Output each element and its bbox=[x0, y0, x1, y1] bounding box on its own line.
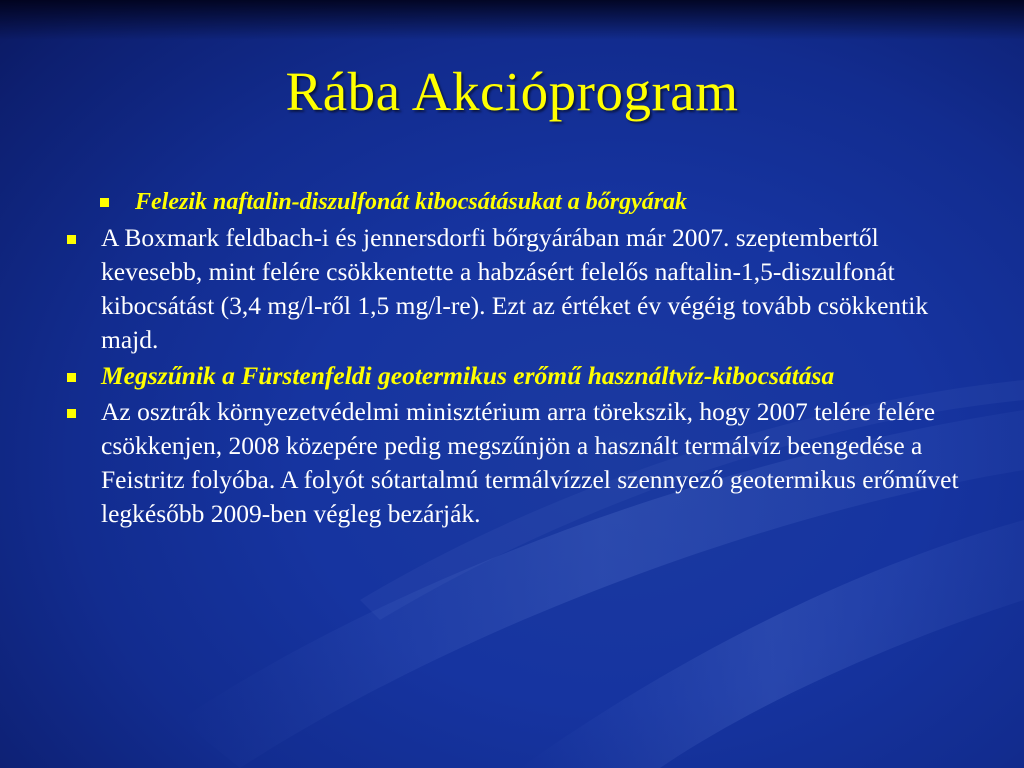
bullet-list bbox=[62, 184, 972, 533]
slide-title: Rába Akcióprogram bbox=[285, 61, 739, 122]
square-bullet-icon bbox=[100, 198, 109, 207]
bullet-item bbox=[62, 184, 972, 219]
bullet-item bbox=[62, 395, 972, 531]
bullet-item bbox=[62, 359, 972, 393]
bullet-text: A Boxmark feldbach-i és jennersdorfi bőrgyárában már 2007. szeptembertől kevesebb, mint felére csökkentette a habzásért felelős naftalin-1,5-diszulfonát kibocsátást (3,4 mg/l-ről 1,5 mg/l-re). Ezt az értéket év végéig tovább csökkentik majd. bbox=[101, 223, 929, 354]
square-bullet-icon bbox=[67, 373, 76, 382]
square-bullet-icon bbox=[67, 409, 76, 418]
square-bullet-icon bbox=[67, 235, 76, 244]
bullet-text: Felezik naftalin-diszulfonát kibocsátásukat a bőrgyárak bbox=[135, 189, 688, 215]
bullet-item bbox=[62, 221, 972, 357]
bullet-text: Megszűnik a Fürstenfeldi geotermikus erőmű használtvíz-kibocsátása bbox=[101, 361, 835, 390]
bullet-text: Az osztrák környezetvédelmi minisztérium arra törekszik, hogy 2007 telére felére csökkenjen, 2008 közepére pedig megszűnjön a használt termálvíz beengedése a Feistritz folyóba. A folyót sótartalmú termálvízzel szennyező geotermikus erőművet legkésőbb 2009-ben végleg bezárják. bbox=[101, 397, 959, 528]
